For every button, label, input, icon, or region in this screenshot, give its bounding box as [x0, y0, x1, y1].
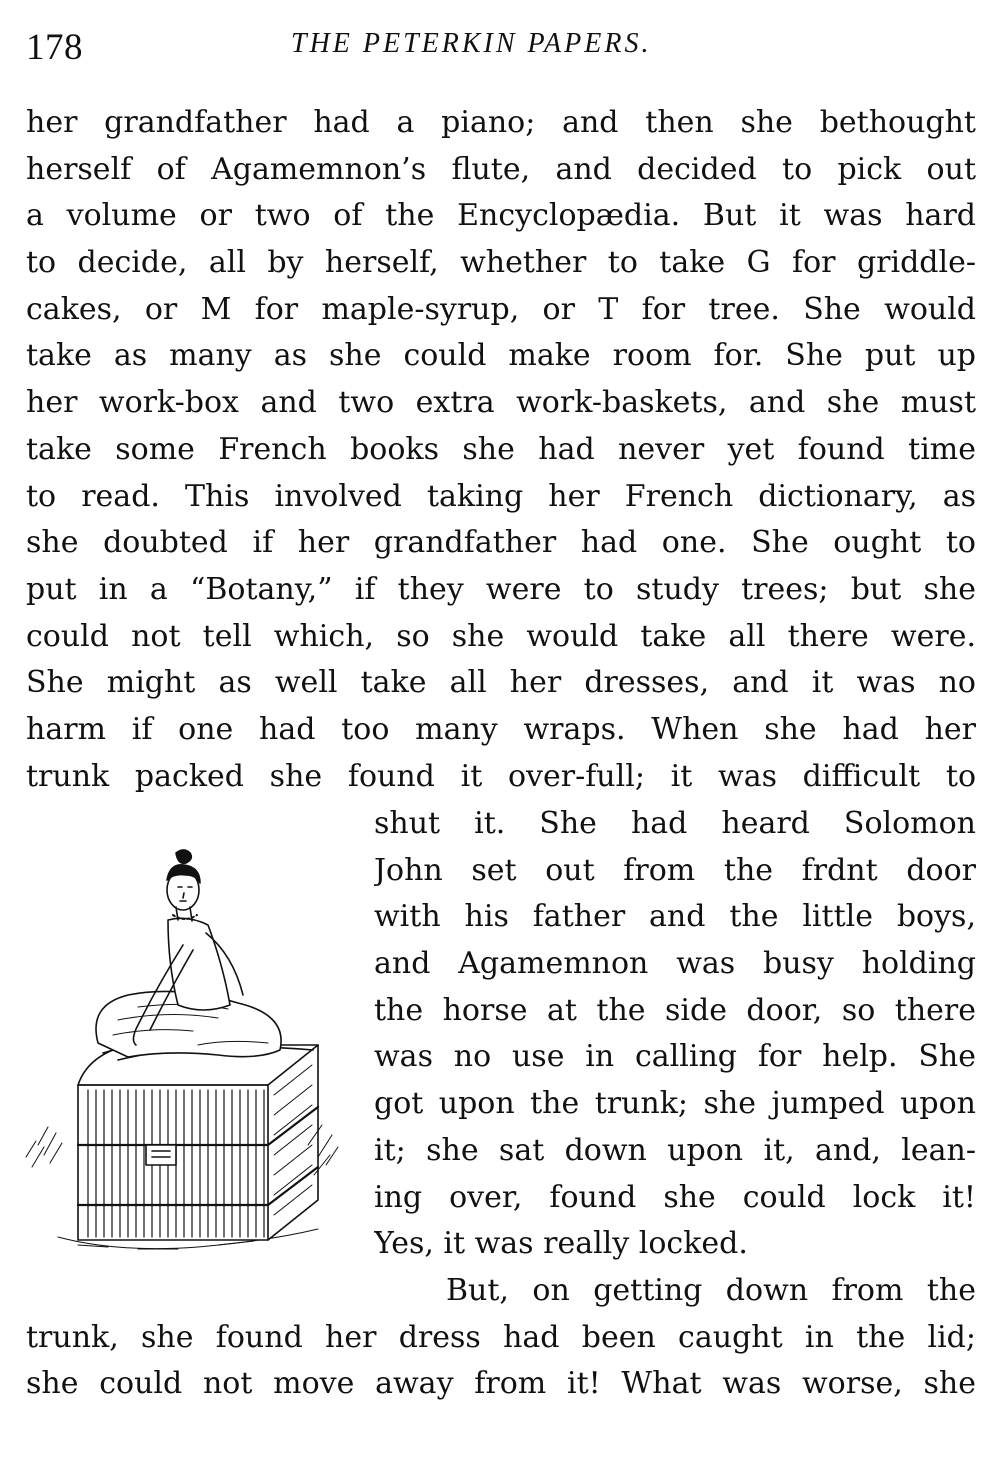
text-line: she could not move away from it! What was worse, she — [26, 1366, 976, 1402]
text-line: her grandfather had a piano; and then she bethought — [26, 105, 976, 140]
text-line: ing over, found she could lock it! — [374, 1179, 976, 1215]
text-line: cakes, or M for maple-syrup, or T for tree. She would — [26, 291, 976, 327]
text-line: take as many as she could make room for. She put up — [26, 338, 976, 374]
body-text-tail — [26, 1268, 976, 1408]
body-text-column — [374, 801, 976, 1268]
text-line: the horse at the side door, so there — [374, 992, 976, 1028]
text-line: a volume or two of the Encyclopædia. But it was hard — [26, 198, 976, 234]
text-line: But, on getting down from the — [446, 1273, 976, 1308]
text-line: put in a “Botany,” if they were to study trees; but she — [26, 571, 976, 607]
text-line: was no use in calling for help. She — [374, 1039, 976, 1075]
text-line: her work-box and two extra work-baskets, and she must — [26, 385, 976, 421]
text-line: take some French books she had never yet found time — [26, 431, 976, 467]
text-line: trunk, she found her dress had been caught in the lid; — [26, 1319, 976, 1355]
text-line: got upon the trunk; she jumped upon — [374, 1086, 976, 1122]
text-line: it; she sat down upon it, and, lean- — [374, 1132, 976, 1168]
text-line: herself of Agamemnon’s flute, and decided to pick out — [26, 151, 976, 187]
text-line: she doubted if her grandfather had one. She ought to — [26, 525, 976, 561]
text-line: John set out from the frdnt door — [374, 852, 976, 888]
text-line: to read. This involved taking her French dictionary, as — [26, 478, 976, 514]
text-line: with his father and the little boys, — [374, 899, 976, 935]
woman-sitting-on-trunk-illustration — [18, 845, 348, 1260]
body-text-full — [26, 100, 976, 800]
running-title: THE PETERKIN PAPERS. — [291, 28, 652, 59]
text-line: She might as well take all her dresses, and it was no — [26, 665, 976, 701]
text-line: to decide, all by herself, whether to take G for griddle- — [26, 245, 976, 281]
page-number: 178 — [26, 27, 83, 68]
text-line: and Agamemnon was busy holding — [374, 946, 976, 982]
page-header — [26, 22, 976, 72]
text-line: Yes, it was really locked. — [374, 1226, 748, 1262]
text-line: trunk packed she found it over-full; it was difficult to — [26, 758, 976, 794]
text-line: could not tell which, so she would take all there were. — [26, 618, 976, 654]
text-line: harm if one had too many wraps. When she had her — [26, 711, 976, 747]
text-line: shut it. She had heard Solomon — [374, 806, 976, 841]
